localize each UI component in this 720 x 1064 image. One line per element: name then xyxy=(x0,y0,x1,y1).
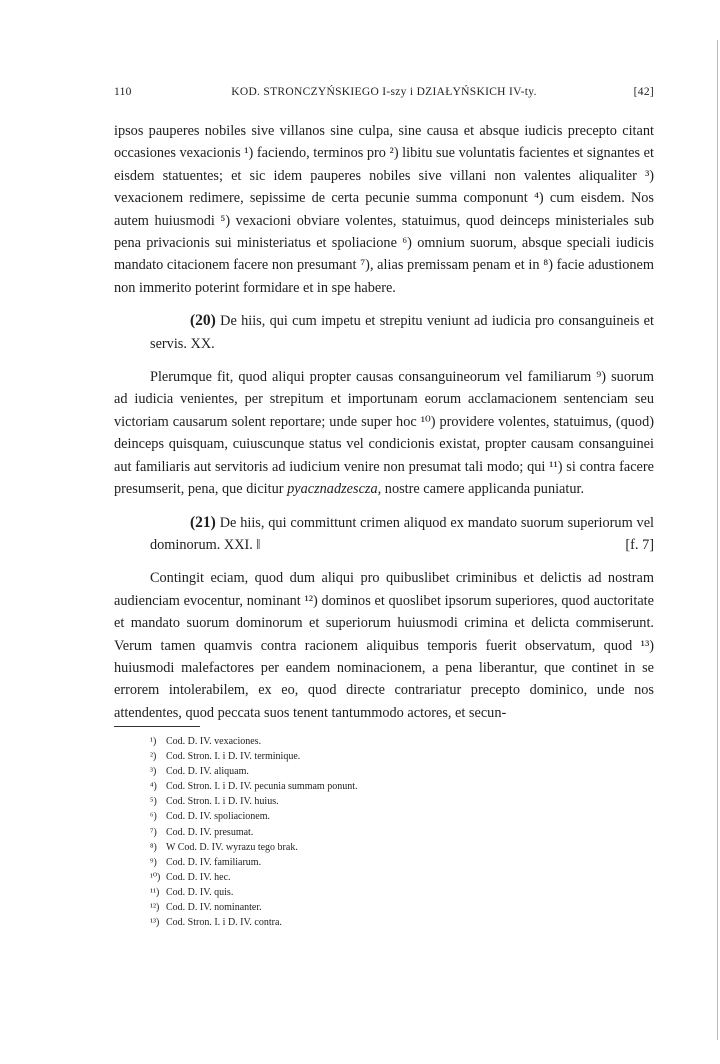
folio-marker: [f. 7] xyxy=(625,536,654,553)
footnote-mark: ⁷) xyxy=(150,826,157,838)
footnote xyxy=(150,794,570,809)
footnote-mark: ¹³) xyxy=(150,917,160,929)
paragraph-20-term: pyacznadzescza, xyxy=(287,481,382,498)
footnote-mark: ¹¹) xyxy=(150,886,160,898)
chapter-number-20: (20) xyxy=(190,312,216,330)
footnote-text: Cod. D. IV. presumat. xyxy=(166,826,254,838)
running-header xyxy=(114,86,654,106)
footnote-mark: ²) xyxy=(150,751,157,763)
section-number: [42] xyxy=(633,86,654,98)
footnote-mark: ⁸) xyxy=(150,841,157,853)
paragraph-intro: ipsos pauperes nobiles sive villanos sine culpa, sine causa et absque iudicis precepto citant occasiones vexacionis ¹) faciendo, terminos pro ²) libitu sue voluntatis facientes et signantes et eisdem statuentes; et sic idem pauperes nobiles sive villani non valentes aliqualiter ³) vexacionem redimere, sepissime de certa pecunie summa componunt ⁴) cum eisdem. Nos autem huiusmodi ⁵) vexacioni obviare volentes, statuimus, quod deinceps ministeriales sub pena privacionis sui ministeriatus et spoliacione ⁶) omnium suorum, absque speciali iudicis mandato citacionem facere non presumant ⁷), alias premissam penam et in ⁸) facie adustionem non immerito poterint formidare et in spe habere. xyxy=(114,123,654,296)
chapter-number-21: (21) xyxy=(190,513,216,531)
footnote-text: Cod. D. IV. spoliacionem. xyxy=(166,811,270,823)
footnote xyxy=(150,840,570,855)
footnote-rule xyxy=(114,726,200,727)
footnotes-list xyxy=(150,734,570,930)
chapter-heading-21 xyxy=(114,512,654,557)
footnote-mark: ⁶) xyxy=(150,811,157,823)
footnote xyxy=(150,749,570,764)
page-number: 110 xyxy=(114,86,132,98)
footnote xyxy=(150,900,570,915)
main-text xyxy=(114,120,654,724)
footnote xyxy=(150,915,570,930)
footnote-mark: ¹²) xyxy=(150,902,160,914)
footnote xyxy=(150,764,570,779)
footnote-text: Cod. Stron. I. i D. IV. pecunia summam ponunt. xyxy=(166,781,358,793)
footnote-mark: ⁹) xyxy=(150,856,157,868)
footnote xyxy=(150,825,570,840)
footnote xyxy=(150,734,570,749)
footnote-mark: ¹) xyxy=(150,736,157,747)
footnote-text: Cod. D. IV. aliquam. xyxy=(166,766,249,778)
footnote-text: Cod. Stron. I. i D. IV. terminique. xyxy=(166,751,301,763)
paragraph-20 xyxy=(114,366,654,500)
chapter-title-20: De hiis, qui cum impetu et strepitu veniunt ad iudicia pro consanguineis et servis. XX. xyxy=(150,313,654,352)
footnote-text: W Cod. D. IV. wyrazu tego brak. xyxy=(166,841,298,853)
footnote-mark: ⁴) xyxy=(150,781,157,793)
running-title: KOD. STRONCZYŃSKIEGO I-szy i DZIAŁYŃSKICH IV-ty. xyxy=(231,86,537,98)
footnote-text: Cod. Stron. I. i D. IV. contra. xyxy=(166,917,282,929)
footnote-text: Cod. D. IV. familiarum. xyxy=(166,856,262,868)
footnote-text: Cod. D. IV. quis. xyxy=(166,886,234,898)
footnote xyxy=(150,855,570,870)
paragraph-21: Contingit eciam, quod dum aliqui pro quibuslibet criminibus et delictis ad nostram audienciam evocentur, nominant ¹²) dominos et quoslibet ipsorum superiores, quod auctoritate et mandato suorum dominorum et superiorum huiusmodi crimina et delicta commiserunt. Verum tamen quamvis contra racionem aliquibus temporis fuerit observatum, quod ¹³) huiusmodi malefactores per eandem nominacionem, a pena liberantur, que continet in se errorem intolerabilem, ex eo, quod directe contrariatur precepto dominico, unde nos attendentes, quod peccata suos tenent tantummodo actores, et secun- xyxy=(114,570,654,721)
footnote-mark: ³) xyxy=(150,766,157,778)
page-edge-line xyxy=(717,40,718,1040)
footnote xyxy=(150,809,570,824)
footnote xyxy=(150,779,570,794)
footnote xyxy=(150,870,570,885)
chapter-title-21: De hiis, qui committunt crimen aliquod ex mandato suorum superiorum vel dominorum. XXI. ‖ xyxy=(150,514,655,553)
chapter-heading-20 xyxy=(114,310,654,355)
paragraph-20-text: Plerumque fit, quod aliqui propter causas consanguineorum vel familiarum ⁹) suorum ad iudicia venientes, per strepitum et importunam eorum acclamacionem sentenciam seu victoriam causarum solent reportare; unde super hoc ¹⁰) providere volentes, statuimus, (quod) deinceps quisquam, cuiuscunque status vel condicionis existat, propter causam consanguinei aut familiaris aut servitoris ad iudicium venire non presumat tali modo; qui ¹¹) si contra facere presumserit, pena, que dicitur xyxy=(114,369,654,498)
paragraph-20-tail: nostre camere applicanda puniatur. xyxy=(384,481,585,498)
footnote-text: Cod. Stron. I. i D. IV. huius. xyxy=(166,796,279,808)
footnote-text: Cod. D. IV. hec. xyxy=(166,871,231,883)
footnote-text: Cod. D. IV. nominanter. xyxy=(166,902,262,914)
footnote-mark: ⁵) xyxy=(150,796,157,808)
footnote-mark: ¹⁰) xyxy=(150,871,161,883)
footnote xyxy=(150,885,570,900)
footnote-text: Cod. D. IV. vexaciones. xyxy=(166,736,262,747)
